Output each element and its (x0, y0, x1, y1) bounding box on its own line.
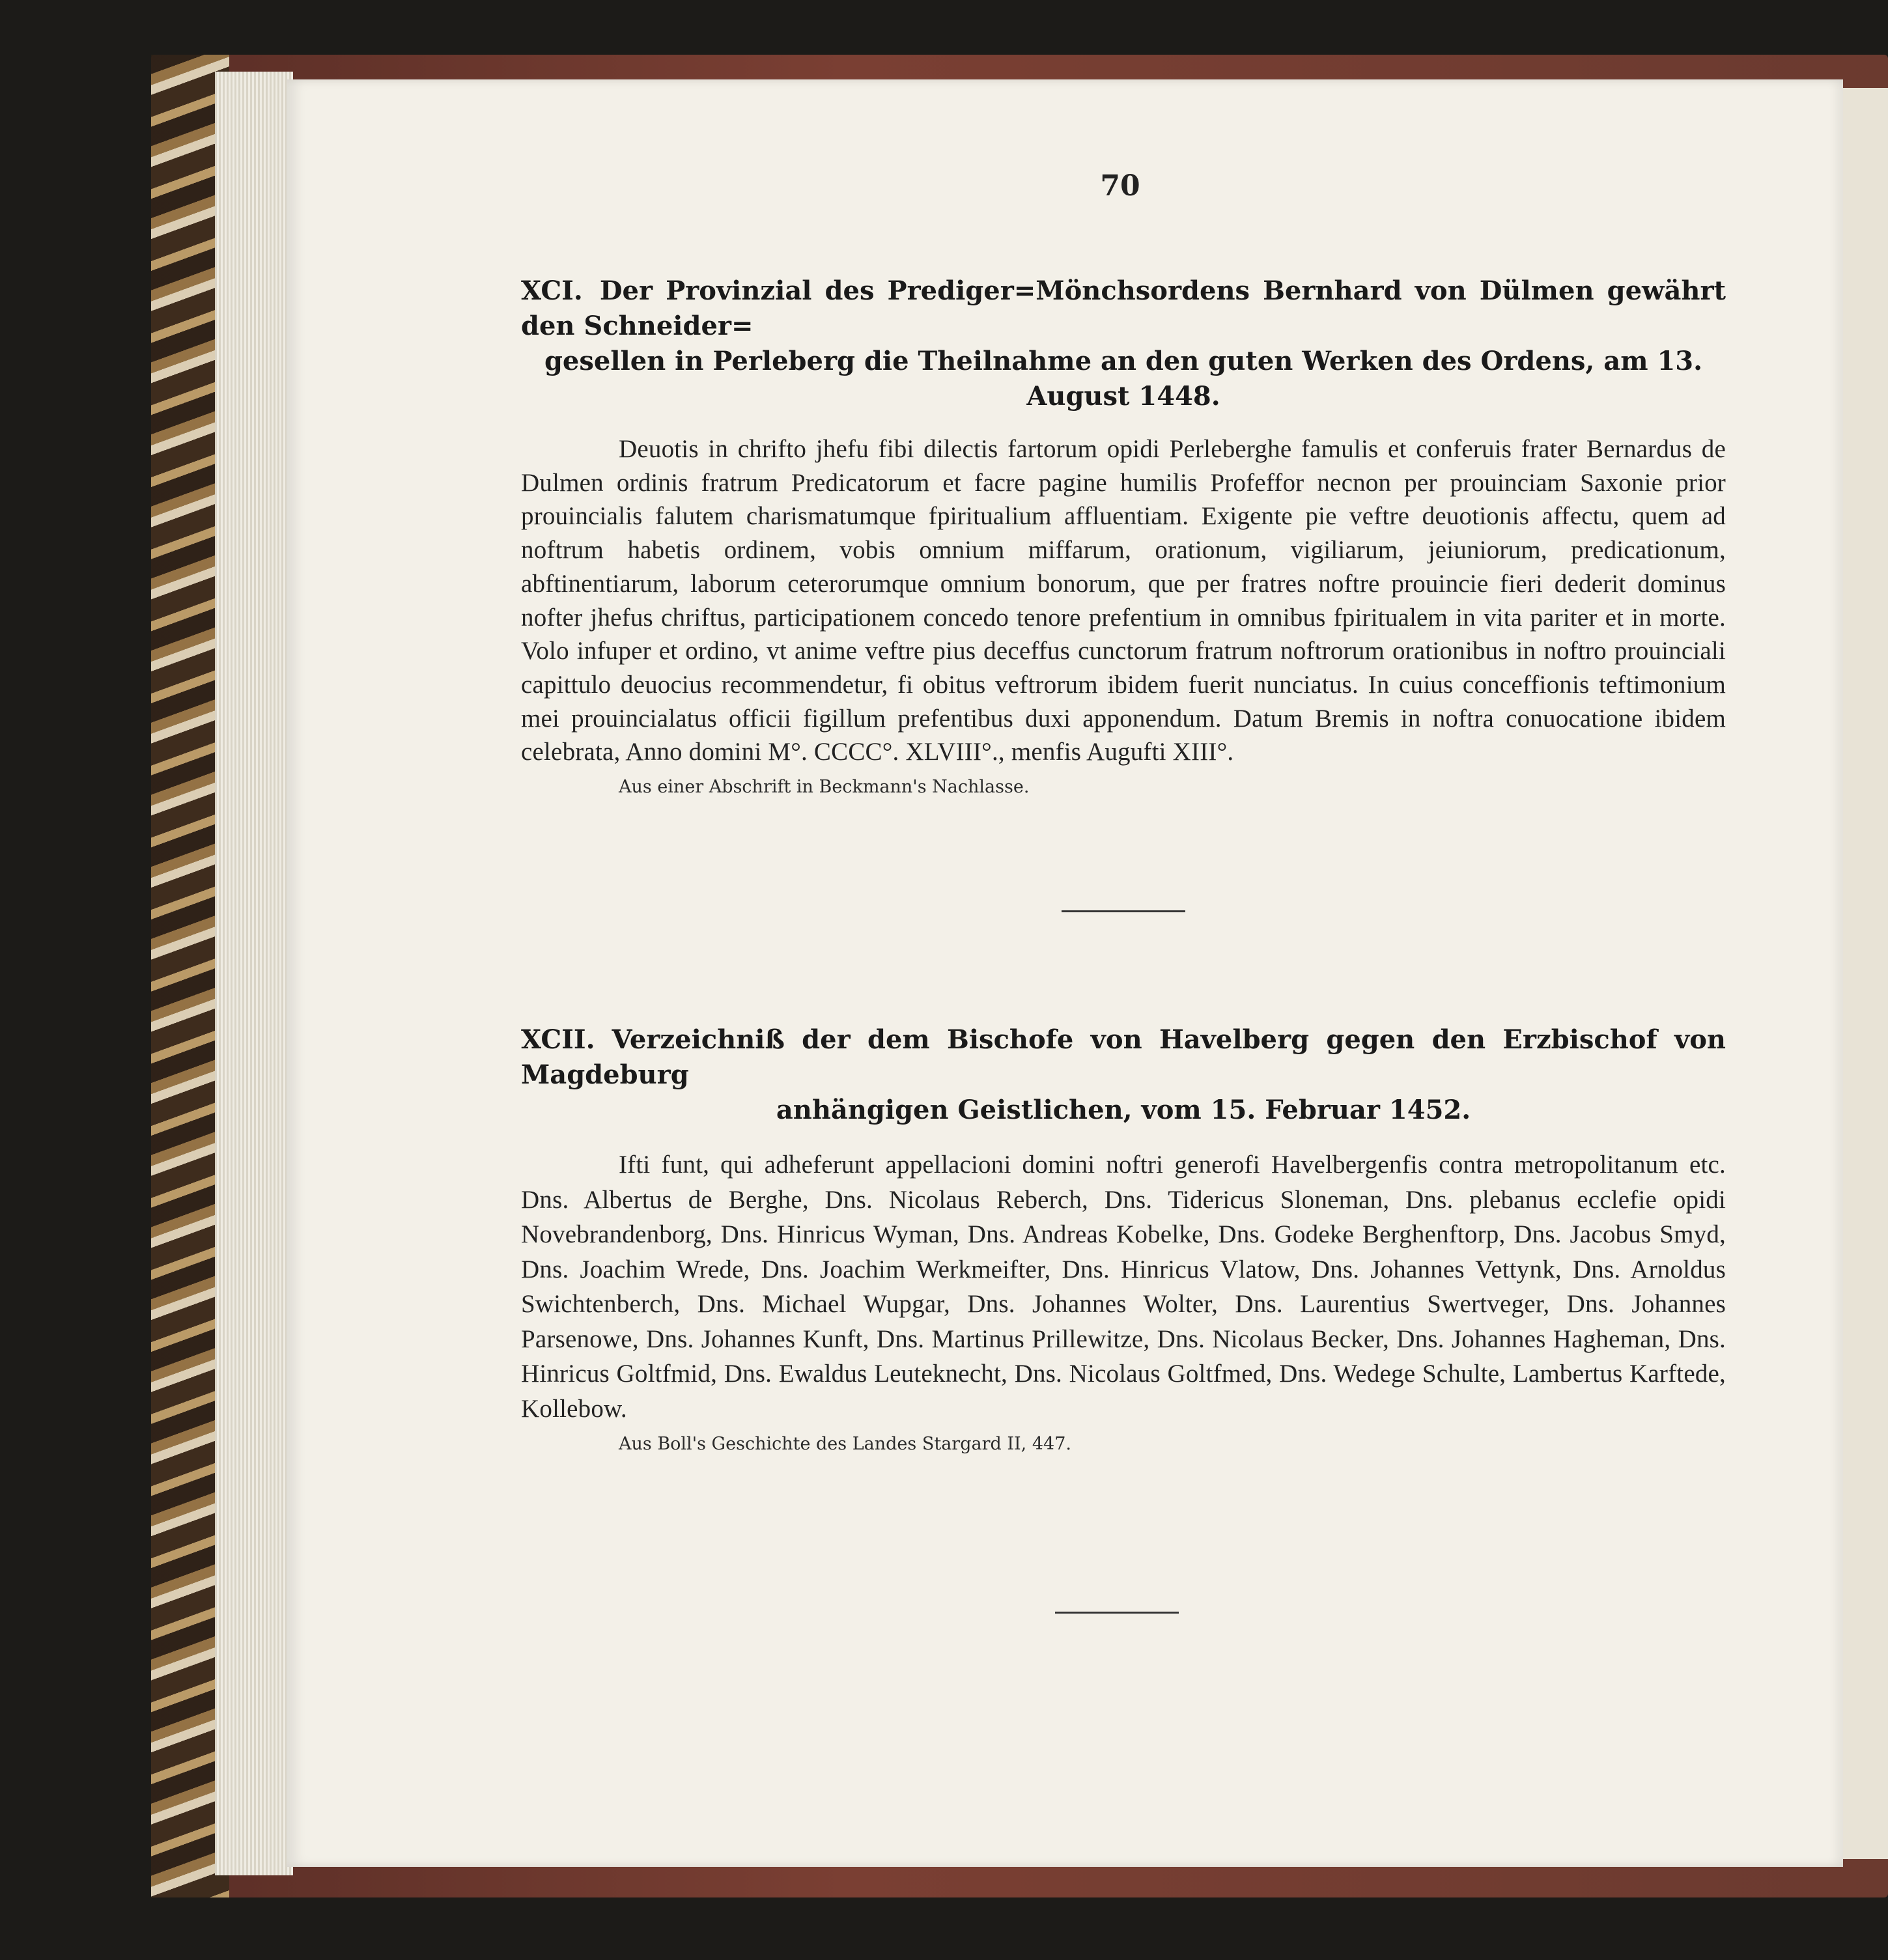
section-xcii (521, 1022, 1726, 1454)
document-text: Deuotis in chrifto jhefu fibi dilectis fartorum opidi Perleberghe famulis et conferuis frater Bernardus de Dulmen ordinis fratrum Predicatorum et facre pagine humilis Profeffor necnon per prouinciam Saxonie prior prouincialis falutem charismatumque fpiritualium affluentiam. Exigente pie veftre deuotionis affectu, quem ad noftrum habetis ordinem, vobis omnium miffarum, orationum, vigiliarum, jeiuniorum, predicationum, abftinentiarum, laborum ceterorumque omnium bonorum, que per fratres noftre prouincie fieri dederit dominus nofter jhefus chriftus, participationem concedo tenore prefentium in omnibus fpiritualem in vita pariter et in morte. Volo infuper et ordino, vt anime veftre pius deceffus cunctorum fratrum noftrorum orationibus in noftro prouinciali capittulo deuocius recommendetur, fi obitus veftrorum ibidem fuerit nunciatus. In cuius conceffionis teftimonium mei prouincialatus officii figillum prefentibus duxi apponendum. Datum Bremis in noftra conuocatione ibidem celebrata, Anno domini M°. CCCC°. XLVIII°., menfis Augufti XIII°. (521, 435, 1726, 766)
source-note: Aus Boll's Geschichte des Landes Stargard II, 447. (619, 1434, 1071, 1454)
section-divider (1055, 1612, 1179, 1614)
section-heading (521, 1022, 1726, 1128)
source-note: Aus einer Abschrift in Beckmann's Nachlasse. (619, 777, 1030, 798)
section-divider (1062, 910, 1185, 912)
heading-line-1: Verzeichniß der dem Bischofe von Havelberg gegen den Erzbischof von Magdeburg (521, 1024, 1726, 1090)
page-number: 70 (1100, 169, 1140, 203)
section-number: XCI. (521, 275, 583, 306)
heading-line-1: Der Provinzial des Prediger=Mönchsordens Bernhard von Dülmen gewährt den Schneider= (521, 275, 1726, 341)
section-heading (521, 273, 1726, 414)
heading-line-2: anhängigen Geistlichen, vom 15. Februar 1452. (776, 1095, 1471, 1125)
document-text: Ifti funt, qui adheferunt appellacioni domini noftri generofi Havelbergenfis contra metropolitanum etc. Dns. Albertus de Berghe, Dns. Nicolaus Reberch, Dns. Tidericus Sloneman, Dns. plebanus ecclefie opidi Novebrandenborg, Dns. Hinricus Wyman, Dns. Andreas Kobelke, Dns. Godeke Berghenftorp, Dns. Jacobus Smyd, Dns. Joachim Wrede, Dns. Joachim Werkmeifter, Dns. Hinricus Vlatow, Dns. Johannes Vettynk, Dns. Arnoldus Swichtenberch, Dns. Michael Wupgar, Dns. Johannes Wolter, Dns. Laurentius Swertveger, Dns. Johannes Parsenowe, Dns. Johannes Kunft, Dns. Martinus Prillewitze, Dns. Nicolaus Becker, Dns. Johannes Hagheman, Dns. Hinricus Goltfmid, Dns. Ewaldus Leuteknecht, Dns. Nicolaus Goltfmed, Dns. Wedege Schulte, Lambertus Karftede, Kollebow. (521, 1151, 1726, 1423)
section-xci (521, 273, 1726, 797)
next-page-edge (1837, 88, 1888, 1859)
section-number: XCII. (521, 1024, 595, 1055)
heading-line-2: gesellen in Perleberg die Theilnahme an den guten Werken des Ordens, am 13. August 1448. (544, 346, 1703, 412)
page-edges (215, 72, 293, 1875)
